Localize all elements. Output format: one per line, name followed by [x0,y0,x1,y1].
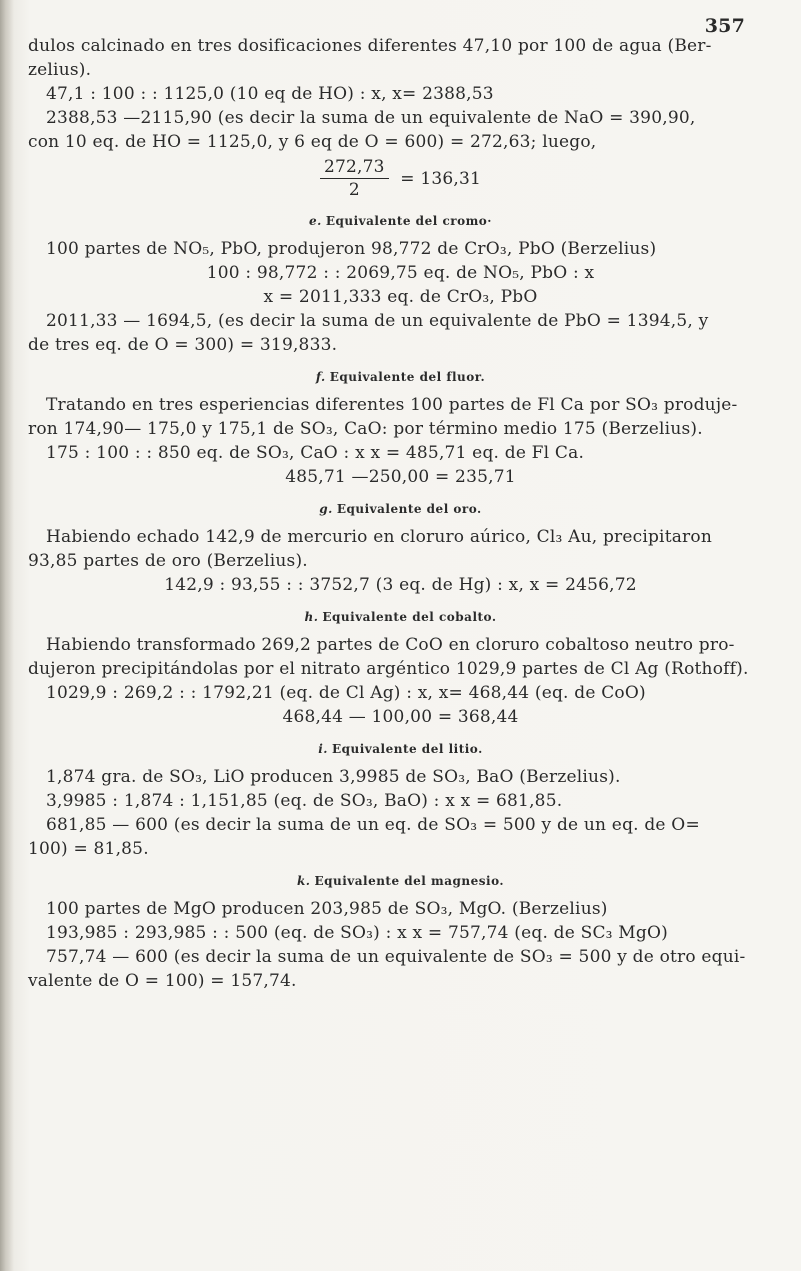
section-line: 100) = 81,85. [28,839,149,859]
section-letter: f. [315,370,326,384]
section-line: 100 : 98,772 : : 2069,75 eq. de NO₅, PbO : x [206,263,595,283]
page-content [28,15,773,993]
section-line: x = 2011,333 eq. de CrO₃, PbO [263,287,538,307]
section-title: Equivalente del oro. [336,502,482,516]
section-block [28,209,773,357]
section-line: 100 partes de MgO producen 203,985 de SO₃, MgO. (Berzelius) [46,899,608,919]
fraction-denominator: 2 [348,180,360,200]
intro-line: zelius). [28,60,92,80]
section-block [28,497,773,597]
page-gutter-shadow [0,0,14,1271]
intro-line: dulos calcinado en tres dosificaciones diferentes 47,10 por 100 de agua (Ber- [28,36,712,56]
section-letter: i. [318,742,328,756]
section-line: Habiendo transformado 269,2 partes de CoO en cloruro cobaltoso neutro pro- [46,635,735,655]
section-line: 175 : 100 : : 850 eq. de SO₃, CaO : x x = 485,71 eq. de Fl Ca. [46,443,585,463]
section-title: Equivalente del litio. [331,742,483,756]
section-heading [28,365,773,389]
section-line: 93,85 partes de oro (Berzelius). [28,551,308,571]
fraction-equation [28,156,773,201]
section-block [28,365,773,489]
page-number: 357 [704,15,745,37]
section-heading [28,737,773,761]
section-line: ron 174,90— 175,0 y 175,1 de SO₃, CaO: por término medio 175 (Berzelius). [28,419,703,439]
section-line: 681,85 — 600 (es decir la suma de un eq. de SO₃ = 500 y de un eq. de O= [46,815,700,835]
section-line: 142,9 : 93,55 : : 3752,7 (3 eq. de Hg) : x, x = 2456,72 [164,575,637,595]
section-line: 485,71 —250,00 = 235,71 [285,467,516,487]
intro-equation: 47,1 : 100 : : 1125,0 (10 eq de HO) : x, x= 2388,53 [46,84,494,104]
section-letter: g. [319,502,333,516]
section-block [28,737,773,861]
section-title: Equivalente del magnesio. [314,874,505,888]
section-line: 3,9985 : 1,874 : 1,151,85 (eq. de SO₃, BaO) : x x = 681,85. [46,791,563,811]
section-block [28,869,773,993]
section-letter: k. [296,874,311,888]
section-line: dujeron precipitándolas por el nitrato argéntico 1029,9 partes de Cl Ag (Rothoff). [28,659,749,679]
section-letter: e. [309,214,322,228]
section-line: de tres eq. de O = 300) = 319,833. [28,335,338,355]
fraction-numerator: 272,73 [320,156,389,179]
intro-block [28,34,773,201]
section-heading [28,869,773,893]
section-line: 100 partes de NO₅, PbO, produjeron 98,772 de CrO₃, PbO (Berzelius) [46,239,657,259]
section-heading [28,497,773,521]
intro-line: con 10 eq. de HO = 1125,0, y 6 eq de O = 600) = 272,63; luego, [28,132,597,152]
section-letter: h. [304,610,319,624]
section-title: Equivalente del cobalto. [322,610,497,624]
section-line: valente de O = 100) = 157,74. [28,971,297,991]
section-line: 1,874 gra. de SO₃, LiO producen 3,9985 de SO₃, BaO (Berzelius). [46,767,621,787]
intro-line: 2388,53 —2115,90 (es decir la suma de un equivalente de NaO = 390,90, [46,108,696,128]
fraction [320,156,389,201]
section-heading [28,605,773,629]
section-title: Equivalente del fluor. [329,370,486,384]
section-line: Tratando en tres esperiencias diferentes 100 partes de Fl Ca por SO₃ produje- [46,395,738,415]
section-line: 1029,9 : 269,2 : : 1792,21 (eq. de Cl Ag) : x, x= 468,44 (eq. de CoO) [46,683,646,703]
section-block [28,605,773,729]
fraction-result: = 136,31 [400,168,482,189]
section-line: 757,74 — 600 (es decir la suma de un equivalente de SO₃ = 500 y de otro equi- [46,947,746,967]
section-title: Equivalente del cromo· [325,214,492,228]
sections-container [28,209,773,993]
section-heading [28,209,773,233]
section-line: 468,44 — 100,00 = 368,44 [282,707,519,727]
section-line: 2011,33 — 1694,5, (es decir la suma de un equivalente de PbO = 1394,5, y [46,311,709,331]
section-line: 193,985 : 293,985 : : 500 (eq. de SO₃) : x x = 757,74 (eq. de SC₃ MgO) [46,923,668,943]
section-line: Habiendo echado 142,9 de mercurio en cloruro aúrico, Cl₃ Au, precipitaron [46,527,712,547]
